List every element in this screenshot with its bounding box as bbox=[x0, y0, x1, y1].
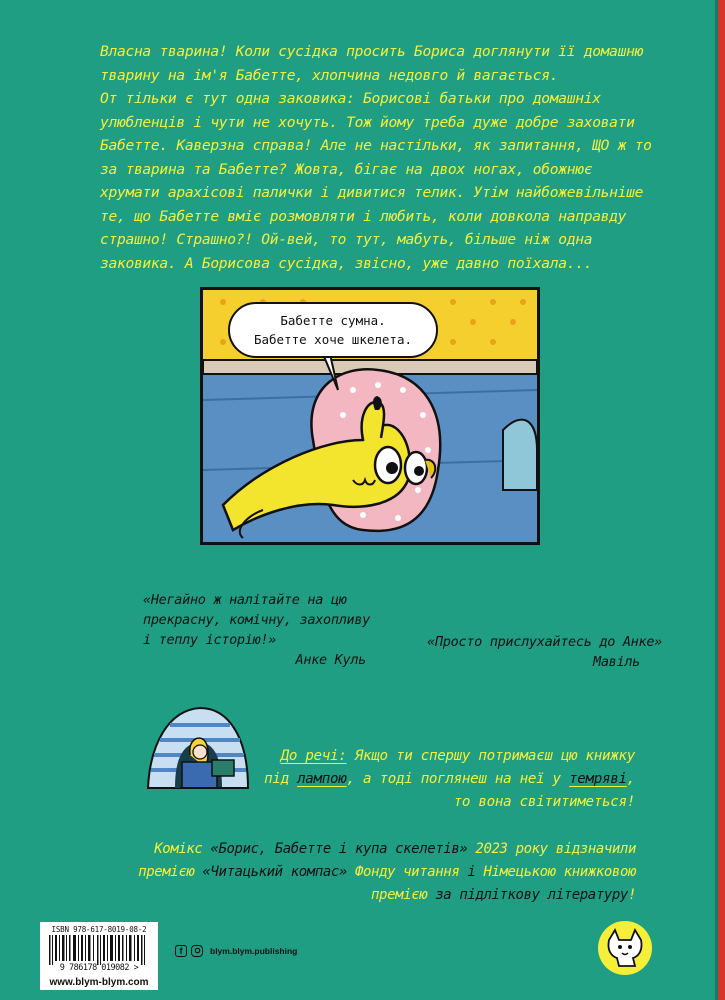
back-cover-blurb bbox=[100, 40, 660, 275]
fact-text-2: , а тоді поглянеш на неї у bbox=[346, 771, 570, 787]
barcode-digits: 9 786178 019082 > bbox=[59, 963, 139, 973]
spine-edge bbox=[718, 0, 725, 1000]
social-links bbox=[175, 945, 297, 957]
review-quote-kuhl bbox=[143, 590, 378, 670]
quote-text: «Просто прислухайтесь до Анке» bbox=[427, 634, 662, 650]
award-text-3: Фонду читання bbox=[346, 864, 468, 880]
quote-author: Мавіль bbox=[593, 654, 640, 670]
isbn-label: ISBN 978-617-8019-08-2 bbox=[51, 925, 147, 934]
award-prize-name: «Читацький компас» bbox=[202, 864, 347, 880]
award-text-2: 2023 року відзначили премією bbox=[138, 841, 636, 880]
fact-text-1: Якщо ти спершу потримаєш цю книжку під bbox=[264, 748, 635, 787]
social-handle: blym.blym.publishing bbox=[210, 946, 298, 956]
publisher-logo-icon bbox=[597, 920, 653, 976]
award-note bbox=[130, 838, 636, 907]
glow-in-dark-note bbox=[255, 745, 635, 814]
blurb-paragraph-1: Власна тварина! Коли сусідка просить Бориса доглянути її домашню тварину на ім'я Бабетте, хлопчина недовго й вагається. bbox=[100, 43, 644, 84]
comic-panel bbox=[200, 287, 540, 545]
instagram-icon[interactable] bbox=[191, 945, 203, 957]
award-and: і bbox=[467, 864, 476, 880]
speech-line-1: Бабетте сумна. bbox=[280, 313, 386, 328]
award-book-title: «Борис, Бабетте і купа скелетів» bbox=[210, 841, 468, 857]
fact-text-3: , то вона світитиметься! bbox=[453, 771, 635, 810]
barcode-bars bbox=[47, 935, 151, 965]
speech-bubble bbox=[228, 302, 438, 358]
fact-lead: До речі: bbox=[280, 748, 347, 764]
award-text-4: Німецькою книжковою премією bbox=[371, 864, 636, 903]
fact-dark: темряві bbox=[569, 771, 627, 787]
review-quote-mawil bbox=[412, 632, 662, 672]
speech-line-2: Бабетте хоче шкелета. bbox=[253, 332, 413, 347]
girl-under-blanket-illustration bbox=[140, 700, 255, 795]
quote-author: Анке Куль bbox=[295, 652, 366, 668]
quote-text: «Негайно ж налітайте на цю прекрасну, комічну, захопливу і теплу історію!» bbox=[143, 592, 371, 648]
award-category: за підліткову літературу bbox=[435, 887, 628, 903]
award-text-1: Комікс bbox=[154, 841, 211, 857]
fact-lamp: лампою bbox=[297, 771, 347, 787]
publisher-website[interactable]: www.blym-blym.com bbox=[40, 975, 158, 990]
award-end: ! bbox=[627, 887, 636, 903]
blurb-paragraph-2: От тільки є тут одна заковика: Борисові батьки про домашніх улюбленців і чути не хочуть. Тож йому треба дуже добре заховати Бабетте. Каверзна справа! Але не настільки, як запитання, ЩО ж то за тварина та Бабетте? Жовта, бігає на двох ногах, обожнює хрумати арахісові палички і дивитися телик. Утім найбожевільніше те, що Бабетте вміє розмовляти і любить, коли довкола направду страшно! Страшно?! Ой-вей, то тут, мабуть, більше ніж одна заковика. А Борисова сусідка, звісно, уже давно поїхала... bbox=[100, 90, 652, 272]
facebook-icon[interactable]: f bbox=[175, 945, 187, 957]
